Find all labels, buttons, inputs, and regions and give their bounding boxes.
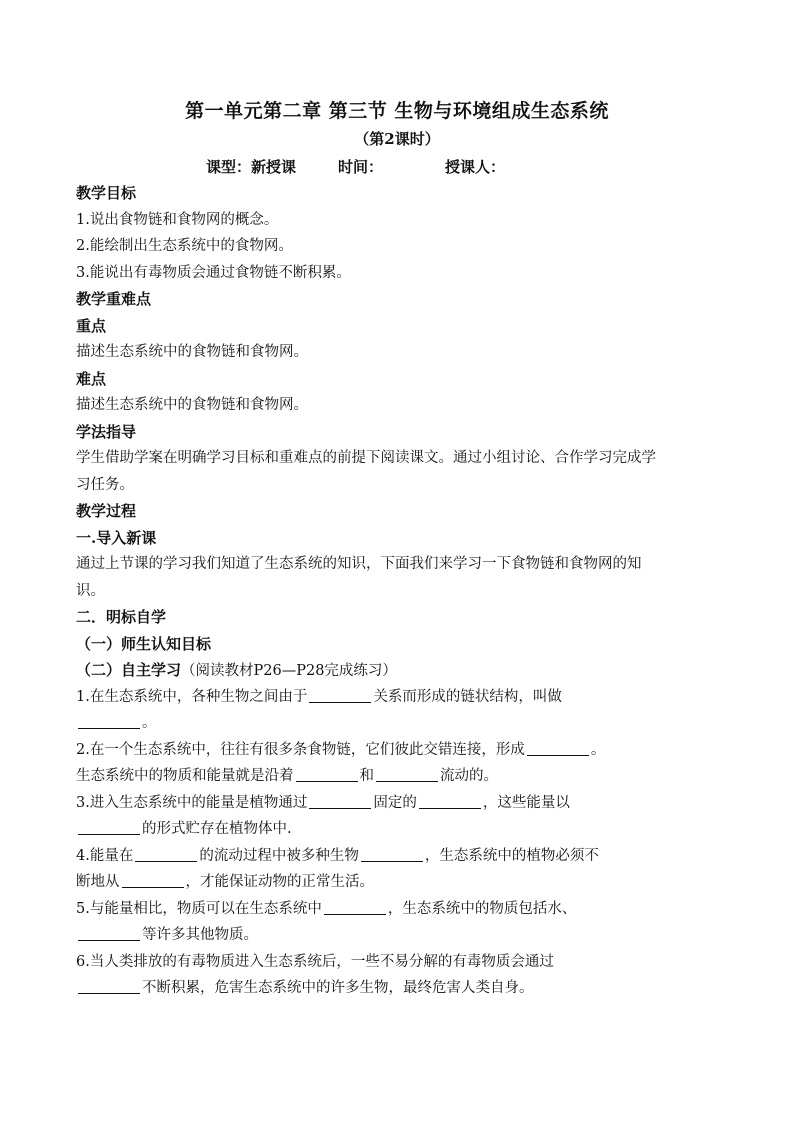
lesson-meta — [206, 156, 505, 177]
exercise-5: 5.与能量相比，物质可以在生态系统中 ，生态系统中的物质包括水、 — [76, 900, 577, 917]
answer-blank[interactable] — [419, 794, 481, 809]
goal-item: 1.说出食物链和食物网的概念。 — [76, 211, 279, 228]
process-heading: 教学过程 — [76, 502, 137, 520]
page-subtitle: （第2课时） — [354, 130, 440, 148]
answer-blank[interactable] — [296, 767, 358, 782]
worksheet-content — [76, 180, 656, 1002]
sub2-heading: （二）自主学习 — [76, 661, 182, 679]
answer-blank[interactable] — [135, 847, 197, 862]
exercise-4: 4.能量在 的流动过程中被多种生物 ，生态系统中的植物必须不 — [76, 847, 599, 864]
answer-blank[interactable] — [309, 794, 371, 809]
answer-blank[interactable] — [376, 767, 438, 782]
difficulty-heading: 难点 — [76, 369, 107, 388]
sub2-note: （阅读教材P26—P28完成练习） — [181, 663, 397, 679]
exercise-4-cont: 断地从 ，才能保证动物的正常生活。 — [76, 874, 374, 890]
page-title: 第一单元第二章 第三节 生物与环境组成生态系统 — [185, 100, 609, 122]
method-text: 学生借助学案在明确学习目标和重难点的前提下阅读课文。通过小组讨论、合作学习完成学习任务。 — [76, 450, 656, 493]
method-heading: 学法指导 — [76, 422, 137, 441]
answer-blank[interactable] — [361, 847, 423, 862]
exercise-1: 1.在生态系统中，各种生物之间由于 关系而形成的链状结构，叫做 — [76, 688, 562, 705]
focus-text: 描述生态系统中的食物链和食物网。 — [76, 344, 308, 360]
exercise-2-cont: 生态系统中的物质和能量就是沿着 和 流动的。 — [76, 768, 498, 784]
exercise-5-cont: 等许多其他物质。 — [76, 922, 656, 949]
exercise-6-cont: 不断积累，危害生态系统中的许多生物，最终危害人类自身。 — [76, 975, 656, 1002]
goal-item: 3.能说出有毒物质会通过食物链不断积累。 — [76, 264, 351, 281]
goals-heading: 教学目标 — [76, 184, 137, 202]
course-type: 课型：新授课 — [206, 158, 297, 176]
answer-blank[interactable] — [527, 741, 589, 756]
exercise-6: 6.当人类排放的有毒物质进入生态系统后，一些不易分解的有毒物质会通过 — [76, 953, 554, 970]
key-heading: 教学重难点 — [76, 290, 152, 308]
lesson-time: 时间： — [338, 158, 384, 176]
exercise-3-cont: 的形式贮存在植物体中. — [76, 816, 656, 843]
intro-text: 通过上节课的学习我们知道了生态系统的知识，下面我们来学习一下食物链和食物网的知识。 — [76, 556, 642, 599]
lesson-teacher: 授课人： — [445, 158, 506, 176]
exercise-1-cont: 。 — [76, 710, 656, 737]
goal-item: 2.能绘制出生态系统中的食物网。 — [76, 238, 293, 254]
sub1-heading: （一）师生认知目标 — [76, 634, 212, 653]
answer-blank[interactable] — [78, 926, 140, 941]
part2-heading: 二．明标自学 — [76, 608, 167, 626]
answer-blank[interactable] — [309, 688, 371, 703]
focus-heading: 重点 — [76, 316, 107, 335]
answer-blank[interactable] — [324, 900, 386, 915]
answer-blank[interactable] — [122, 873, 184, 888]
answer-blank[interactable] — [78, 820, 140, 835]
exercise-3: 3.进入生态系统中的能量是植物通过 固定的 ，这些能量以 — [76, 794, 570, 811]
answer-blank[interactable] — [78, 979, 140, 994]
answer-blank[interactable] — [78, 714, 140, 729]
intro-heading: 一.导入新课 — [76, 528, 157, 547]
difficulty-text: 描述生态系统中的食物链和食物网。 — [76, 397, 308, 413]
sub2-line — [76, 657, 656, 684]
exercise-2: 2.在一个生态系统中，往往有很多条食物链，它们彼此交错连接，形成 。 — [76, 741, 606, 758]
